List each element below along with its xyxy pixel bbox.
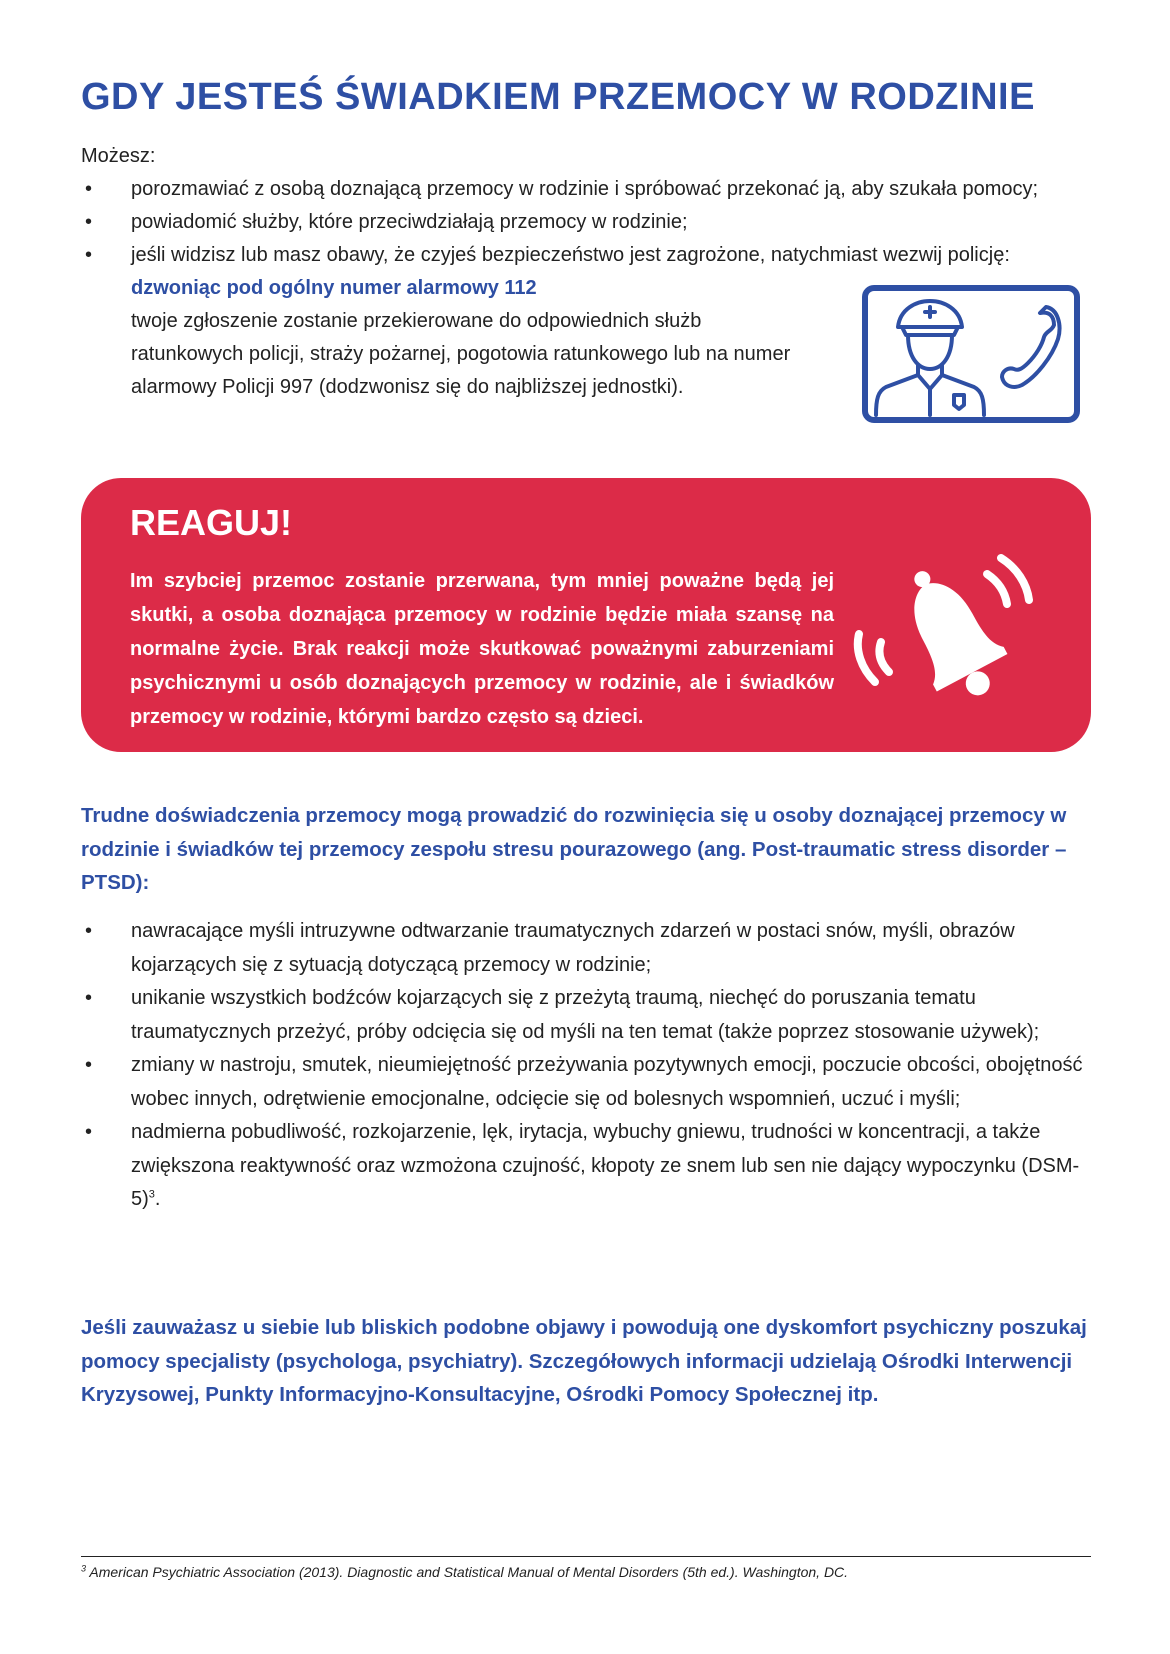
list-item [81, 915, 1091, 982]
symptom-end: . [154, 1188, 161, 1210]
list-item [81, 173, 1091, 206]
symptom-text: nadmierna pobudliwość, rozkojarzenie, lęk, irytacja, wybuchy gniewu, trudności w koncentracji, a także zwiększona reaktywność oraz wzmożona czujność, kłopoty ze snem lub sen nie dający wypoczynku (DSM-5) [131, 1121, 1080, 1210]
footnote-divider [81, 1556, 1091, 1557]
alert-text: Im szybciej przemoc zostanie przerwana, tym mniej poważne będą jej skutki, a osoba doznająca przemocy w rodzinie będzie miała szansę na normalne życie. Brak reakcji może skutkować poważnymi zaburzeniami psychicznymi u osób doznających przemocy w rodzinie, ale i świadków przemocy w rodzinie, którymi bardzo często są dzieci. [130, 570, 834, 728]
list-item [81, 1049, 1091, 1116]
action-text: porozmawiać z osobą doznającą przemocy w rodzinie i spróbować przekonać ją, aby szukała pomocy; [131, 178, 1039, 200]
footnote-ref: 3 [148, 1188, 155, 1201]
page-title: GDY JESTEŚ ŚWIADKIEM PRZEMOCY W RODZINIE [81, 76, 1035, 118]
police-officer-phone-icon [862, 285, 1080, 423]
list-item [81, 239, 1091, 272]
police-officer-phone-icon [868, 291, 1074, 417]
bullet-icon: • [85, 178, 93, 200]
action-text: powiadomić służby, które przeciwdziałają przemocy w rodzinie; [131, 211, 688, 233]
footnote-marker: 3 [81, 1563, 87, 1574]
bullet-icon: • [85, 987, 93, 1009]
list-item [81, 1116, 1091, 1217]
closing-paragraph: Jeśli zauważasz u siebie lub bliskich podobne objawy i powodują one dyskomfort psychiczny poszukaj pomocy specjalisty (psychologa, psychiatry). Szczegółowych informacji udzielają Ośrodki Interwencji Kryzysowej, Punkty Informacyjno-Konsultacyjne, Ośrodki Pomocy Społecznej itp. [81, 1316, 1087, 1406]
alert-heading: REAGUJ! [130, 502, 293, 543]
bullet-icon: • [85, 920, 93, 942]
list-item [81, 982, 1091, 1049]
bullet-icon: • [85, 1121, 93, 1143]
bullet-icon: • [85, 1054, 93, 1076]
footnote-text: American Psychiatric Association (2013). Diagnostic and Statistical Manual of Mental Disorders (5th ed.). Washington, DC. [89, 1564, 849, 1580]
ptsd-intro: Trudne doświadczenia przemocy mogą prowadzić do rozwinięcia się u osoby doznającej przemocy w rodzinie i świadków tej przemocy zespołu stresu pourazowego (ang. Post-traumatic stress disorder – PTSD): [81, 804, 1067, 894]
footnote [81, 1562, 848, 1582]
react-alert-panel [81, 478, 1091, 752]
bullet-icon: • [85, 211, 93, 233]
symptom-text: zmiany w nastroju, smutek, nieumiejętność przeżywania pozytywnych emocji, poczucie obcości, obojętność wobec innych, odrętwienie emocjonalne, odcięcie się od bolesnych wspomnień, uczuć i myśli; [131, 1054, 1083, 1110]
ringing-bell-icon [841, 538, 1051, 718]
list-item [81, 206, 1091, 239]
symptom-text: unikanie wszystkich bodźców kojarzących się z przeżytą traumą, niechęć do poruszania tematu traumatycznych przeżyć, próby odcięcia się od myśli na ten temat (także poprzez stosowanie używek); [131, 987, 1040, 1043]
symptom-text: nawracające myśli intruzywne odtwarzanie traumatycznych zdarzeń w postaci snów, myśli, obrazów kojarzących się z sytuacją dotyczącą przemocy w rodzinie; [131, 920, 1015, 976]
intro-label: Możesz: [81, 145, 156, 167]
emergency-number-highlight: dzwoniąc pod ogólny numer alarmowy 112 [131, 277, 537, 299]
emergency-routing-text: twoje zgłoszenie zostanie przekierowane do odpowiednich służb ratunkowych policji, straży pożarnej, pogotowia ratunkowego lub na numer alarmowy Policji 997 (dodzwonisz się do najbliższej jednostki). [131, 310, 791, 398]
action-text: jeśli widzisz lub masz obawy, że czyjeś bezpieczeństwo jest zagrożone, natychmiast wezwij policję: [131, 244, 1010, 266]
symptoms-list [81, 915, 1091, 1217]
bullet-icon: • [85, 244, 93, 266]
